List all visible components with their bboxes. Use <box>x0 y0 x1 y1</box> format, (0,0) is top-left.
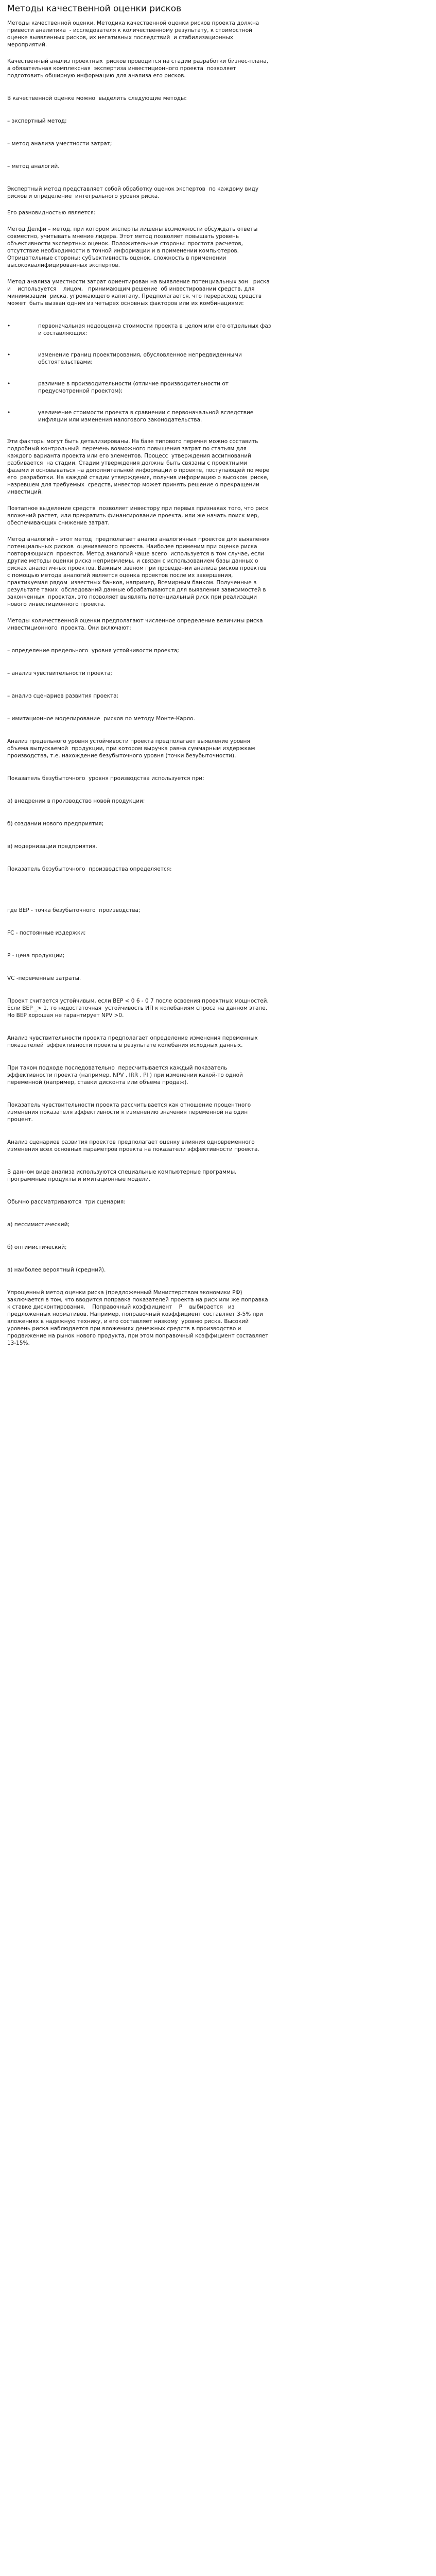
bullet-icon: • <box>7 323 11 329</box>
list-item <box>7 409 275 423</box>
list-item <box>7 323 275 337</box>
formula-legend-item: FC - постоянные издержки; <box>7 930 86 936</box>
variety-paragraph: Его разновидностью является: <box>7 210 96 216</box>
scenario-analysis-paragraph: Анализ сценариев развития проектов предполагает оценку влияния одновременного изменения всех основных параметров проекта на показатели эффективности проекта. <box>7 1139 259 1153</box>
bullet-text: различие в производительности (отличие производительности от предусмотренной проектом); <box>38 381 229 394</box>
sensitivity-indicator-paragraph: Показатель чувствительности проекта рассчитывается как отношение процентного изменения показателя эффективности к изменению значения переменной на один процент. <box>7 1102 253 1123</box>
methods-intro: В качественной оценке можно выделить следующие методы: <box>7 95 187 101</box>
bullet-icon: • <box>7 410 11 416</box>
qualitative-analysis-paragraph: Качественный анализ проектных рисков проводится на стадии разработки бизнес-плана, а обязательная комплексная экспертиза инвестиционного проекта позволяет подготовить обширную информацию для анализа его рисков. <box>7 58 270 79</box>
break-even-paragraph: Анализ предельного уровня устойчивости проекта предполагает выявление уровня объема выпускаемой продукции, при котором выручка равна суммарным издержкам производства, т.е. нахождение безубыточного уровня (точки безубыточности). <box>7 738 257 759</box>
sensitivity-paragraph: Анализ чувствительности проекта предполагает определение изменения переменных показателей эффективности проекта в результате колебания исходных данных. <box>7 1035 260 1048</box>
intro-paragraph: Методы качественной оценки. Методика качественной оценки рисков проекта должна привести аналитика - исследователя к количественному результату, к стоимостной оценке выявленных рисков, их негативных последствий и стабилизационных мероприятий. <box>7 20 261 48</box>
method-list-item: – метод анализа уместности затрат; <box>7 141 112 147</box>
delphi-method-paragraph: Метод Делфи – метод, при котором эксперты лишены возможности обсуждать ответы совместно, учитывать мнение лидера. Этот метод позволяет повышать уровень объективности экспертных оценок. Положительные стороны: простота расчетов, отсутствие необходимости в точной информации и в применении компьютеров. Отрицательные стороны: субъективность оценок, сложность в применении высококвалифицированных экспертов. <box>7 226 259 268</box>
list-item <box>7 351 275 366</box>
bullet-icon: • <box>7 352 11 358</box>
software-paragraph: В данном виде анализа используются специальные компьютерные программы, программные продукты и имитационные модели. <box>7 1169 238 1182</box>
stability-paragraph: Проект считается устойчивым, если ВЕР < 0 6 - 0 7 после освоения проектных мощностей. Если ВЕР _> 1, то недостаточная устойчивость ИП к колебаниям спроса на данном этапе. Но ВЕР хорошая не гарантирует NPV >0. <box>7 998 271 1019</box>
bullet-text: изменение границ проектирования, обусловленное непредвиденными обстоятельствами; <box>38 352 242 365</box>
scenario-list-item: а) пессимистический; <box>7 1222 69 1228</box>
factors-paragraph: Эти факторы могут быть детализированы. На базе типового перечня можно составить подробный контрольный перечень возможного повышения затрат по статьям для каждого варианта проекта или его элементов. Процесс утверждения ассигнований разбивается на стадии. Стадии утверждения должны быть связаны с проектными фазами и основываться на дополнительной информации о проекте, поступающей по мере его разработки. На каждой стадии утверждения, получив информацию о высоком риске, назревшем для требуемых средств, инвестор может принять решение о прекращении инвестиций. <box>7 438 271 495</box>
formula-legend-item: VC -переменные затраты. <box>7 975 81 981</box>
expert-method-paragraph: Экспертный метод представляет собой обработку оценок экспертов по каждому виду рисков и определение интегрального уровня риска. <box>7 186 260 199</box>
scenarios-intro: Обычно рассматриваются три сценария: <box>7 1199 126 1205</box>
sensitivity-approach-paragraph: При таком подходе последовательно пересчитывается каждый показатель эффективности проекта (например, NPV , IRR , PI ) при изменении какой-то одной переменной (например, ставки дисконта или объема продаж). <box>7 1065 245 1086</box>
usage-list-item: в) модернизации предприятия. <box>7 843 97 850</box>
method-list-item: – анализ чувствительности проекта; <box>7 670 112 676</box>
list-item <box>7 380 275 395</box>
analogy-method-paragraph: Метод аналогий – этот метод предполагает анализ аналогичных проектов для выявления потенциальных рисков оцениваемого проекта. Наиболее применим при оценке риска повторяющихся проектов. Метод аналогий чаще всего используется в том случае, если другие методы оценки риска неприемлемы, и связан с использованием базы данных о рисках аналогичных проектов. Важным звеном при проведении анализа рисков проектов с помощью метода аналогий является оценка проектов после их завершения, практикуемая рядом известных банков, например, Всемирным банком. Полученные в результате таких обследований данные обрабатываются для выявления зависимостей в законченных проектах, это позволяет выявлять потенциальный риск при реализации нового инвестиционного проекта. <box>7 536 272 607</box>
cost-appropriateness-paragraph: Метод анализа уместности затрат ориентирован на выявление потенциальных зон риска и используется лицом, принимающим решение об инвестировании средств, для минимизации риска, угрожающего капиталу. Предполагается, что перерасход средств может быть вызван одним из четырех основных факторов или их комбинациями: <box>7 279 277 307</box>
simplified-method-paragraph: Упрощенный метод оценки риска (предложенный Министерством экономики РФ) заключается в том, что вводится поправка показателей проекта на риск или же поправка к ставке дисконтирования. Поправочный коэффициент P выбирается из предложенных нормативов. Например, поправочный коэффициент составляет 3-5% при вложениях в надежную технику, и его составляет низкому уровню риска. Высокий уровень риска наблюдается при вложениях денежных средств в производство и продвижение на рынок нового продукта, при этом поправочный коэффициент составляет 13-15%. <box>7 1290 270 1346</box>
method-list-item: – экспертный метод; <box>7 118 67 124</box>
usage-list-item: б) создании нового предприятия; <box>7 821 104 827</box>
formula-spacer <box>7 896 429 907</box>
method-list-item: – определение предельного уровня устойчивости проекта; <box>7 648 179 654</box>
break-even-usage-paragraph: Показатель безубыточного уровня производства используется при: <box>7 775 204 782</box>
method-list-item: – имитационное моделирование рисков по методу Монте-Карло. <box>7 716 195 722</box>
staged-funding-paragraph: Поэтапное выделение средств позволяет инвестору при первых признаках того, что риск вложений растет, или прекратить финансирование проекта, или же начать поиск мер, обеспечивающих снижение затрат. <box>7 505 271 526</box>
bullet-text: первоначальная недооценка стоимости проекта в целом или его отдельных фаз и составляющих: <box>38 323 271 336</box>
bullet-icon: • <box>7 381 11 387</box>
page-title: Методы качественной оценки рисков <box>7 4 182 14</box>
formula-legend-item: P - цена продукции; <box>7 953 65 959</box>
quantitative-methods-paragraph: Методы количественной оценки предполагают численное определение величины риска инвестиционного проекта. Они включают: <box>7 618 265 631</box>
usage-list-item: а) внедрении в производство новой продукции; <box>7 798 145 804</box>
method-list-item: – анализ сценариев развития проекта; <box>7 693 119 699</box>
scenario-list-item: в) наиболее вероятный (средний). <box>7 1267 106 1273</box>
bullet-text: увеличение стоимости проекта в сравнении с первоначальной вследствие инфляции или изменения налогового законодательства. <box>38 410 254 423</box>
break-even-formula-intro: Показатель безубыточного производства определяется: <box>7 866 172 872</box>
formula-legend-item: где ВЕР - точка безубыточного производства; <box>7 907 141 913</box>
scenario-list-item: б) оптимистический; <box>7 1244 67 1250</box>
method-list-item: – метод аналогий. <box>7 163 60 170</box>
